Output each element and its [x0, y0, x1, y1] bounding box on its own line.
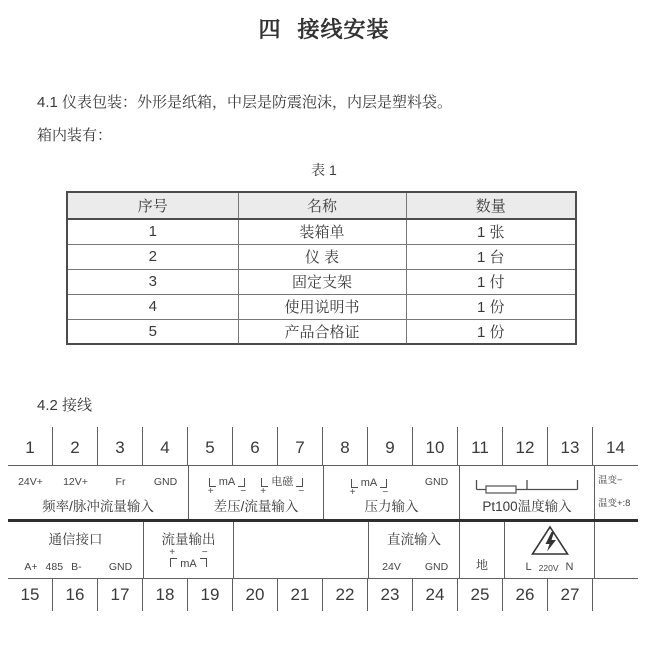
- terminal-number: 2: [53, 427, 98, 465]
- group-title: Pt100温度输入: [482, 499, 572, 514]
- cell-name: 产品合格证: [238, 319, 406, 344]
- terminal-label: GND: [153, 476, 178, 488]
- cell-name: 使用说明书: [238, 294, 406, 319]
- cell-name: 仪 表: [238, 244, 406, 269]
- col-header-index: 序号: [67, 192, 238, 219]
- loop-wrap: [324, 476, 414, 498]
- cell-qty: 1 付: [406, 269, 576, 294]
- terminal-number: 1: [8, 427, 53, 465]
- terminal-number: 6: [233, 427, 278, 465]
- terminal-label: 12V+: [63, 476, 88, 488]
- terminal-label: GND: [424, 476, 449, 488]
- terminal-label: 24V+: [18, 476, 43, 488]
- group-mains-220v: [505, 522, 595, 578]
- terminal-number: 25: [458, 579, 503, 611]
- cell-index: 2: [67, 244, 238, 269]
- cell-index: 1: [67, 219, 238, 244]
- loop-bracket-right: −: [380, 479, 387, 488]
- high-voltage-warning-icon: [531, 525, 569, 556]
- group-dp-flow-input: [189, 466, 324, 519]
- cell-qty: 1 台: [406, 244, 576, 269]
- group-unused: [595, 522, 640, 578]
- terminal-number: 10: [413, 427, 458, 465]
- loop-bracket-left: +: [170, 558, 177, 567]
- group-flow-output: [144, 522, 234, 578]
- group-title: 直流输入: [387, 532, 441, 547]
- terminal-label: GND: [424, 561, 449, 573]
- current-loop-symbol: [260, 476, 305, 497]
- terminal-number: 11: [458, 427, 503, 465]
- terminal-label: GND: [108, 561, 133, 573]
- terminal-number: 16: [53, 579, 98, 611]
- terminal-label: A+: [24, 561, 38, 573]
- group-title: 频率/脉冲流量输入: [42, 499, 154, 514]
- terminal-label: 220V: [538, 563, 559, 573]
- loop-bracket-left: +: [261, 478, 268, 487]
- current-loop-symbol: [207, 476, 247, 497]
- cell-index: 4: [67, 294, 238, 319]
- loop-label: mA: [218, 476, 236, 488]
- terminal-label: 温变−: [598, 475, 623, 486]
- loop-label: mA: [360, 477, 378, 489]
- loop-bracket-right: −: [296, 478, 303, 487]
- loop-label: mA: [180, 558, 197, 570]
- terminal-number: 13: [548, 427, 593, 465]
- table-row: [67, 319, 576, 344]
- terminal-number: 14: [606, 438, 625, 457]
- cell-index: 5: [67, 319, 238, 344]
- terminal-label: 24V: [382, 561, 401, 573]
- table-row: [67, 244, 576, 269]
- terminal-number: 8: [323, 427, 368, 465]
- terminal-label: Fr: [115, 476, 126, 488]
- terminal-number: 22: [323, 579, 368, 611]
- terminal-label: 485: [45, 561, 64, 573]
- cell-qty: 1 张: [406, 219, 576, 244]
- box-contents-line: 箱内装有：: [37, 127, 113, 144]
- loop-bracket-left: +: [351, 479, 358, 488]
- group-dc-input: [369, 522, 460, 578]
- terminal-number: 12: [503, 427, 548, 465]
- packing-list-table: [66, 191, 577, 345]
- col-header-qty: 数量: [406, 192, 576, 219]
- loop-label: 电磁: [271, 476, 294, 488]
- terminal-number: 7: [278, 427, 323, 465]
- loop-bracket-right: −: [238, 478, 245, 487]
- loop-bracket-right: −: [200, 558, 207, 567]
- group-frequency-pulse-input: [8, 466, 189, 519]
- terminal-label: B-: [71, 561, 82, 573]
- terminal-number: 27: [548, 579, 593, 611]
- table-header-row: [67, 192, 576, 219]
- terminal-number: 17: [98, 579, 143, 611]
- group-pressure-input: [324, 466, 460, 519]
- table-row: [67, 219, 576, 244]
- page-title: 四 接线安装: [258, 17, 390, 42]
- table-row: [67, 269, 576, 294]
- wiring-heading: 4.2 接线: [37, 397, 93, 414]
- terminal-number: 3: [98, 427, 143, 465]
- terminal-number: 5: [188, 427, 233, 465]
- terminal-wiring-diagram: [8, 427, 638, 611]
- rtd-resistor-icon: [475, 479, 579, 494]
- terminal-number: 23: [368, 579, 413, 611]
- terminal-number: 21: [278, 579, 323, 611]
- group-title: 流量输出: [161, 532, 216, 547]
- cell-name: 装箱单: [238, 219, 406, 244]
- cell-qty: 1 份: [406, 319, 576, 344]
- group-pt100-input: [460, 466, 595, 519]
- group-unused: [234, 522, 369, 578]
- col-header-name: 名称: [238, 192, 406, 219]
- top-terminal-numbers-row: [8, 427, 638, 466]
- terminal-number: 18: [143, 579, 188, 611]
- group-title: 通信接口: [48, 532, 103, 547]
- group-title: 压力输入: [364, 499, 419, 514]
- group-title: 差压/流量输入: [213, 499, 299, 514]
- terminal-number: [593, 579, 638, 611]
- terminal-number: 26: [503, 579, 548, 611]
- terminal-number: 9: [368, 427, 413, 465]
- group-temp-transmitter: [595, 466, 640, 519]
- group-earth: [460, 522, 505, 578]
- cell-index: 3: [67, 269, 238, 294]
- terminal-label: 温变+:8: [598, 498, 631, 509]
- cell-qty: 1 份: [406, 294, 576, 319]
- table-row: [67, 294, 576, 319]
- terminal-number: 15: [8, 579, 53, 611]
- terminal-label: N: [565, 561, 574, 573]
- cell-name: 固定支架: [238, 269, 406, 294]
- terminal-number: 19: [188, 579, 233, 611]
- terminal-number: 4: [143, 427, 188, 465]
- bottom-group-row: [8, 522, 638, 579]
- terminal-label: 地: [475, 558, 488, 572]
- packing-paragraph: 4.1 仪表包装：外形是纸箱，中层是防震泡沫，内层是塑料袋。: [37, 94, 453, 111]
- terminal-number: 20: [233, 579, 278, 611]
- current-loop-symbol: [169, 547, 208, 570]
- group-comm-interface: [8, 522, 144, 578]
- loop-bracket-left: +: [209, 478, 216, 487]
- bottom-terminal-numbers-row: [8, 579, 638, 611]
- terminal-label: L: [525, 561, 532, 573]
- terminal-number: 24: [413, 579, 458, 611]
- top-group-row: [8, 466, 638, 522]
- current-loop-symbol: [349, 477, 389, 498]
- table1-caption: 表 1: [311, 162, 337, 178]
